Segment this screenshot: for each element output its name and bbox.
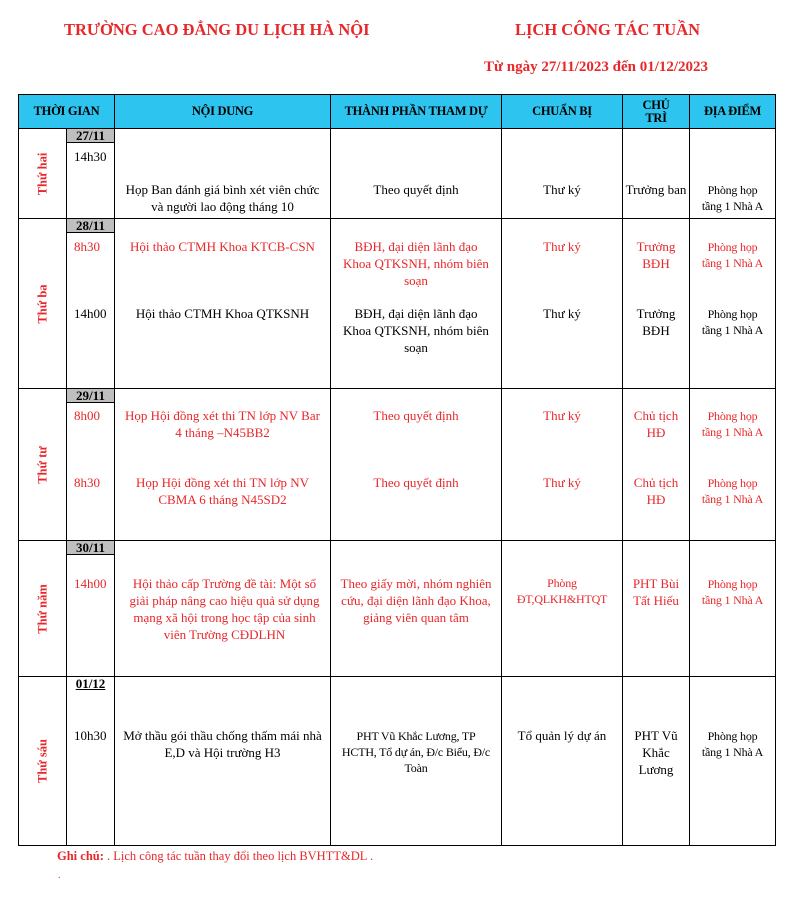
participants-cell	[331, 541, 502, 677]
note-text: . Lịch công tác tuần thay đổi theo lịch BVHTT&DL .	[103, 849, 374, 863]
event-location: Phòng họp tầng 1 Nhà A	[701, 729, 764, 759]
footer-note	[57, 849, 373, 864]
participants-cell	[331, 219, 502, 389]
day-label: Thứ hai	[35, 152, 49, 195]
event-time: 14h00	[74, 306, 107, 321]
event-location: Phòng họp tầng 1 Nhà A	[701, 240, 764, 270]
day-row-tuesday	[19, 219, 776, 389]
event-location: Phòng họp tầng 1 Nhà A	[701, 577, 764, 607]
event-location: Phòng họp tầng 1 Nhà A	[701, 409, 764, 439]
event-participants: Theo quyết định	[373, 475, 459, 490]
participants-cell	[331, 129, 502, 219]
event-participants: Theo quyết định	[373, 182, 459, 197]
day-label: Thứ năm	[35, 583, 49, 634]
content-cell	[115, 389, 331, 541]
content-cell	[115, 541, 331, 677]
event-content: Hội thảo CTMH Khoa QTKSNH	[135, 306, 310, 321]
event-prep: Thư ký	[543, 182, 581, 197]
event-prep: Thư ký	[543, 306, 581, 321]
event-chair: PHT Bùi Tất Hiếu	[632, 576, 680, 608]
time-cell	[67, 129, 115, 219]
day-date: 27/11	[67, 129, 114, 143]
location-cell	[690, 677, 776, 846]
event-chair: Chủ tịch HĐ	[633, 408, 679, 440]
event-participants: BĐH, đại diện lãnh đạo Khoa QTKSNH, nhóm biên soạn	[343, 239, 489, 288]
content-cell	[115, 219, 331, 389]
day-label-cell	[19, 541, 67, 677]
prep-cell	[502, 129, 623, 219]
location-cell	[690, 541, 776, 677]
time-cell	[67, 541, 115, 677]
day-date: 01/12	[75, 676, 106, 691]
event-prep: Tổ quản lý dự án	[517, 728, 607, 743]
col-header-content: NỘI DUNG	[115, 95, 331, 129]
event-time: 8h00	[74, 408, 100, 423]
event-prep: Phòng ĐT,QLKH&HTQT	[516, 576, 608, 606]
event-participants: Theo quyết định	[373, 408, 459, 423]
event-location: Phòng họp tầng 1 Nhà A	[701, 183, 764, 213]
day-label-cell	[19, 677, 67, 846]
event-content: Họp Hội đồng xét thi TN lớp NV CBMA 6 tháng N45SD2	[135, 475, 310, 507]
col-header-location: ĐỊA ĐIỂM	[690, 95, 776, 129]
event-prep: Thư ký	[543, 408, 581, 423]
day-label: Thứ ba	[35, 283, 49, 324]
note-label: Ghi chú:	[57, 849, 104, 863]
day-date: 30/11	[67, 541, 114, 555]
chair-cell	[623, 541, 690, 677]
event-content: Hội thảo cấp Trường đề tài: Một số giải pháp nâng cao hiệu quả sử dụng mạng xã hội trong học tập của sinh viên Trường CĐDLHN	[129, 576, 320, 642]
day-label: Thứ tư	[35, 445, 49, 484]
chair-cell	[623, 219, 690, 389]
event-content: Họp Ban đánh giá bình xét viên chức và người lao động tháng 10	[125, 182, 320, 214]
school-name: TRƯỜNG CAO ĐẲNG DU LỊCH HÀ NỘI	[64, 20, 370, 39]
day-label: Thứ sáu	[35, 739, 49, 783]
event-chair: PHT Vũ Khắc Lương	[634, 728, 678, 777]
table-header-row	[19, 95, 776, 129]
day-date: 28/11	[67, 219, 114, 233]
participants-cell	[331, 677, 502, 846]
day-row-monday	[19, 129, 776, 219]
time-cell	[67, 389, 115, 541]
event-location: Phòng họp tầng 1 Nhà A	[701, 476, 764, 506]
location-cell	[690, 219, 776, 389]
event-chair: Trưởng BĐH	[636, 239, 676, 271]
prep-cell	[502, 389, 623, 541]
event-prep: Thư ký	[543, 239, 581, 254]
chair-cell	[623, 677, 690, 846]
day-date: 29/11	[67, 389, 114, 403]
location-cell	[690, 389, 776, 541]
day-label-cell	[19, 129, 67, 219]
footer-dot: .	[58, 870, 61, 881]
prep-cell	[502, 219, 623, 389]
event-location: Phòng họp tầng 1 Nhà A	[701, 307, 764, 337]
chair-cell	[623, 389, 690, 541]
event-time: 8h30	[74, 475, 100, 490]
prep-cell	[502, 677, 623, 846]
event-time: 14h00	[74, 576, 107, 591]
day-label-cell	[19, 219, 67, 389]
chair-cell	[623, 129, 690, 219]
event-chair: Trưởng BĐH	[636, 306, 676, 338]
event-content: Mở thầu gói thầu chống thấm mái nhà E,D và Hội trường H3	[123, 728, 322, 760]
event-time: 14h30	[74, 149, 107, 164]
event-chair: Trưởng ban	[625, 182, 687, 197]
schedule-table	[18, 94, 776, 846]
event-participants: BĐH, đại diện lãnh đạo Khoa QTKSNH, nhóm biên soạn	[343, 306, 489, 355]
day-row-wednesday	[19, 389, 776, 541]
content-cell	[115, 677, 331, 846]
event-participants: PHT Vũ Khắc Lương, TP HCTH, Tổ dự án, Đ/c Biểu, Đ/c Toàn	[341, 729, 491, 775]
time-cell	[67, 219, 115, 389]
event-content: Hội thảo CTMH Khoa KTCB-CSN	[130, 239, 315, 254]
content-cell	[115, 129, 331, 219]
event-chair: Chủ tịch HĐ	[633, 475, 679, 507]
col-header-prep: CHUẨN BỊ	[502, 95, 623, 129]
participants-cell	[331, 389, 502, 541]
event-time: 8h30	[74, 239, 100, 254]
time-cell	[67, 677, 115, 846]
col-header-participants: THÀNH PHẦN THAM DỰ	[331, 95, 502, 129]
col-header-time: THỜI GIAN	[19, 95, 115, 129]
document-title: LỊCH CÔNG TÁC TUẦN	[515, 20, 701, 39]
date-range: Từ ngày 27/11/2023 đến 01/12/2023	[484, 59, 709, 75]
event-content: Họp Hội đồng xét thi TN lớp NV Bar 4 tháng –N45BB2	[125, 408, 320, 440]
event-participants: Theo giấy mời, nhóm nghiên cứu, đại diện lãnh đạo Khoa, giảng viên quan tâm	[340, 576, 492, 625]
event-time: 10h30	[74, 728, 107, 743]
day-label-cell	[19, 389, 67, 541]
prep-cell	[502, 541, 623, 677]
col-header-chair: CHỦ TRÌ	[623, 95, 690, 129]
day-row-thursday	[19, 541, 776, 677]
location-cell	[690, 129, 776, 219]
day-row-friday	[19, 677, 776, 846]
event-prep: Thư ký	[543, 475, 581, 490]
